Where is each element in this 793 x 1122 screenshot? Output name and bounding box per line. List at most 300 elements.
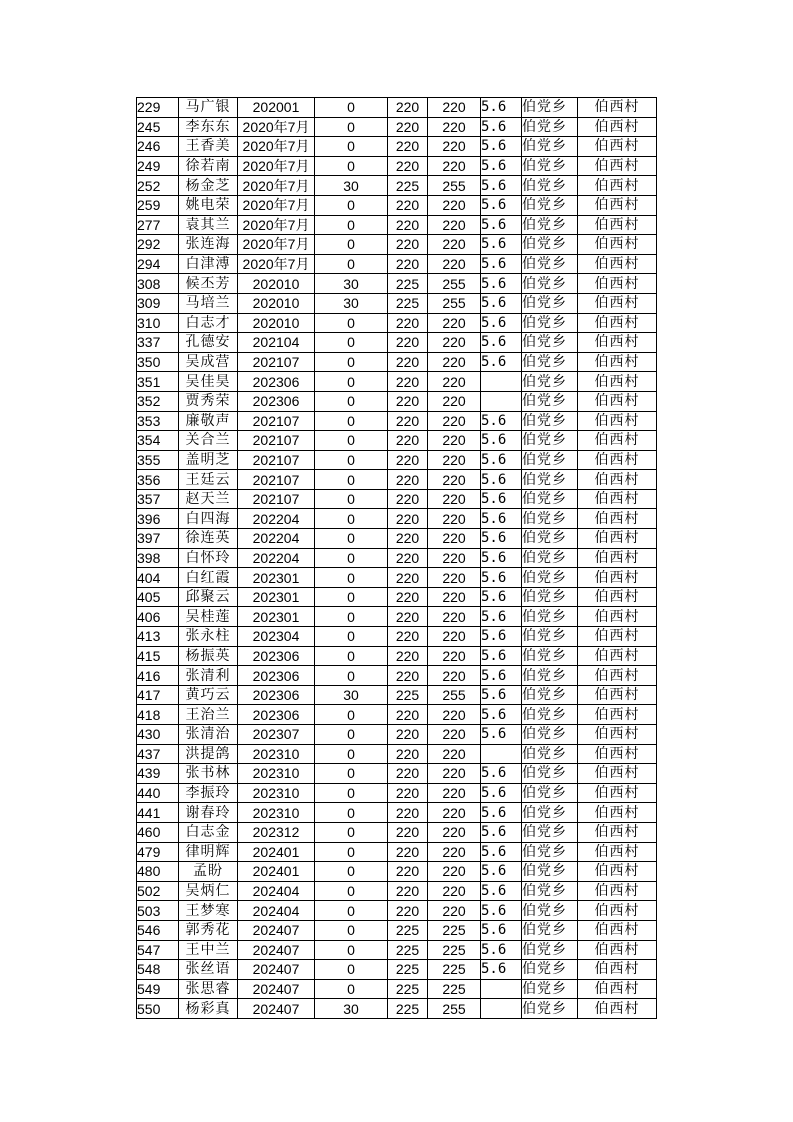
rate-value-cell: 5.6 [481,293,522,313]
rate-value-cell: 5.6 [481,607,522,627]
rate-value-cell: 5.6 [481,333,522,353]
rate-value-cell: 5.6 [481,940,522,960]
rate-value-cell: 5.6 [481,705,522,725]
person-name-cell: 白志金 [179,822,238,842]
table-row [137,98,657,118]
record-number-cell: 546 [137,920,179,940]
township-name-cell: 伯党乡 [522,607,578,627]
base-amount-cell: 220 [388,431,428,451]
village-name-cell: 伯西村 [578,842,657,862]
village-name-cell: 伯西村 [578,548,657,568]
record-number-cell: 417 [137,685,179,705]
record-number-cell: 294 [137,254,179,274]
start-date-cell: 202107 [238,489,315,509]
start-date-cell: 202407 [238,940,315,960]
total-amount-cell: 220 [428,215,481,235]
total-amount-cell: 220 [428,705,481,725]
person-name-cell: 吴佳昊 [179,372,238,392]
township-name-cell: 伯党乡 [522,960,578,980]
village-name-cell: 伯西村 [578,627,657,647]
village-name-cell: 伯西村 [578,489,657,509]
township-name-cell: 伯党乡 [522,529,578,549]
rate-value-cell: 5.6 [481,411,522,431]
township-name-cell: 伯党乡 [522,568,578,588]
table-row [137,509,657,529]
table-row [137,293,657,313]
subsidy-amount-cell: 0 [315,783,388,803]
village-name-cell: 伯西村 [578,705,657,725]
subsidy-amount-cell: 30 [315,293,388,313]
base-amount-cell: 220 [388,764,428,784]
person-name-cell: 张书林 [179,764,238,784]
base-amount-cell: 220 [388,391,428,411]
village-name-cell: 伯西村 [578,666,657,686]
record-number-cell: 245 [137,117,179,137]
total-amount-cell: 220 [428,862,481,882]
table-row [137,137,657,157]
subsidy-amount-cell: 0 [315,940,388,960]
person-name-cell: 徐若南 [179,156,238,176]
table-row [137,254,657,274]
start-date-cell: 202010 [238,274,315,294]
record-number-cell: 460 [137,822,179,842]
rate-value-cell: 5.6 [481,274,522,294]
rate-value-cell [481,979,522,999]
rate-value-cell: 5.6 [481,470,522,490]
person-name-cell: 邱聚云 [179,587,238,607]
start-date-cell: 202010 [238,293,315,313]
table-row [137,176,657,196]
township-name-cell: 伯党乡 [522,783,578,803]
base-amount-cell: 220 [388,156,428,176]
village-name-cell: 伯西村 [578,254,657,274]
base-amount-cell: 220 [388,901,428,921]
person-name-cell: 黄巧云 [179,685,238,705]
total-amount-cell: 220 [428,313,481,333]
township-name-cell: 伯党乡 [522,372,578,392]
subsidy-amount-cell: 0 [315,98,388,118]
base-amount-cell: 220 [388,607,428,627]
table-row [137,705,657,725]
person-name-cell: 马培兰 [179,293,238,313]
start-date-cell: 202304 [238,627,315,647]
village-name-cell: 伯西村 [578,450,657,470]
base-amount-cell: 220 [388,254,428,274]
rate-value-cell: 5.6 [481,313,522,333]
record-number-cell: 357 [137,489,179,509]
township-name-cell: 伯党乡 [522,117,578,137]
record-number-cell: 249 [137,156,179,176]
village-name-cell: 伯西村 [578,470,657,490]
table-row [137,842,657,862]
village-name-cell: 伯西村 [578,156,657,176]
rate-value-cell: 5.6 [481,881,522,901]
rate-value-cell: 5.6 [481,117,522,137]
table-row [137,960,657,980]
record-number-cell: 308 [137,274,179,294]
rate-value-cell: 5.6 [481,156,522,176]
person-name-cell: 王中兰 [179,940,238,960]
base-amount-cell: 220 [388,783,428,803]
person-name-cell: 马广银 [179,98,238,118]
total-amount-cell: 255 [428,999,481,1019]
village-name-cell: 伯西村 [578,999,657,1019]
record-number-cell: 398 [137,548,179,568]
record-number-cell: 479 [137,842,179,862]
base-amount-cell: 225 [388,293,428,313]
person-name-cell: 杨振英 [179,646,238,666]
subsidy-amount-cell: 0 [315,901,388,921]
person-name-cell: 张清治 [179,725,238,745]
township-name-cell: 伯党乡 [522,842,578,862]
subsidy-amount-cell: 0 [315,215,388,235]
subsidy-amount-cell: 0 [315,489,388,509]
base-amount-cell: 220 [388,313,428,333]
rate-value-cell: 5.6 [481,862,522,882]
total-amount-cell: 220 [428,137,481,157]
start-date-cell: 202306 [238,666,315,686]
start-date-cell: 202107 [238,352,315,372]
rate-value-cell [481,372,522,392]
rate-value-cell: 5.6 [481,803,522,823]
start-date-cell: 202407 [238,960,315,980]
township-name-cell: 伯党乡 [522,333,578,353]
rate-value-cell: 5.6 [481,352,522,372]
township-name-cell: 伯党乡 [522,999,578,1019]
table-row [137,999,657,1019]
base-amount-cell: 225 [388,685,428,705]
start-date-cell: 2020年7月 [238,195,315,215]
base-amount-cell: 220 [388,822,428,842]
rate-value-cell: 5.6 [481,822,522,842]
table-row [137,450,657,470]
base-amount-cell: 220 [388,568,428,588]
record-number-cell: 337 [137,333,179,353]
record-number-cell: 418 [137,705,179,725]
person-name-cell: 白四海 [179,509,238,529]
rate-value-cell: 5.6 [481,783,522,803]
subsidy-amount-cell: 0 [315,411,388,431]
base-amount-cell: 220 [388,195,428,215]
table-row [137,274,657,294]
record-number-cell: 229 [137,98,179,118]
data-table [136,97,657,1019]
start-date-cell: 202306 [238,705,315,725]
start-date-cell: 202306 [238,646,315,666]
base-amount-cell: 220 [388,744,428,764]
start-date-cell: 202310 [238,764,315,784]
total-amount-cell: 220 [428,372,481,392]
person-name-cell: 王梦寒 [179,901,238,921]
person-name-cell: 洪提鸽 [179,744,238,764]
township-name-cell: 伯党乡 [522,352,578,372]
township-name-cell: 伯党乡 [522,587,578,607]
base-amount-cell: 220 [388,509,428,529]
village-name-cell: 伯西村 [578,803,657,823]
person-name-cell: 白志才 [179,313,238,333]
table-row [137,372,657,392]
village-name-cell: 伯西村 [578,352,657,372]
table-row [137,607,657,627]
person-name-cell: 盖明芝 [179,450,238,470]
subsidy-amount-cell: 0 [315,509,388,529]
base-amount-cell: 225 [388,999,428,1019]
township-name-cell: 伯党乡 [522,940,578,960]
rate-value-cell: 5.6 [481,137,522,157]
rate-value-cell: 5.6 [481,215,522,235]
person-name-cell: 王治兰 [179,705,238,725]
base-amount-cell: 220 [388,470,428,490]
subsidy-amount-cell: 0 [315,822,388,842]
township-name-cell: 伯党乡 [522,391,578,411]
village-name-cell: 伯西村 [578,744,657,764]
record-number-cell: 439 [137,764,179,784]
rate-value-cell [481,391,522,411]
subsidy-amount-cell: 0 [315,137,388,157]
start-date-cell: 202310 [238,744,315,764]
rate-value-cell: 5.6 [481,529,522,549]
village-name-cell: 伯西村 [578,568,657,588]
person-name-cell: 孔德安 [179,333,238,353]
subsidy-amount-cell: 0 [315,764,388,784]
subsidy-amount-cell: 0 [315,391,388,411]
subsidy-amount-cell: 0 [315,803,388,823]
base-amount-cell: 220 [388,529,428,549]
record-number-cell: 503 [137,901,179,921]
start-date-cell: 202407 [238,920,315,940]
base-amount-cell: 220 [388,803,428,823]
subsidy-amount-cell: 0 [315,744,388,764]
record-number-cell: 440 [137,783,179,803]
total-amount-cell: 225 [428,979,481,999]
person-name-cell: 姚电荣 [179,195,238,215]
start-date-cell: 2020年7月 [238,137,315,157]
record-number-cell: 550 [137,999,179,1019]
table-row [137,195,657,215]
township-name-cell: 伯党乡 [522,764,578,784]
record-number-cell: 406 [137,607,179,627]
base-amount-cell: 220 [388,450,428,470]
start-date-cell: 202107 [238,470,315,490]
total-amount-cell: 220 [428,235,481,255]
total-amount-cell: 220 [428,607,481,627]
village-name-cell: 伯西村 [578,920,657,940]
base-amount-cell: 225 [388,176,428,196]
base-amount-cell: 225 [388,920,428,940]
person-name-cell: 廉敬声 [179,411,238,431]
subsidy-amount-cell: 0 [315,254,388,274]
person-name-cell: 候丕芳 [179,274,238,294]
record-number-cell: 404 [137,568,179,588]
rate-value-cell: 5.6 [481,98,522,118]
total-amount-cell: 220 [428,98,481,118]
person-name-cell: 张丝语 [179,960,238,980]
table-row [137,881,657,901]
person-name-cell: 律明辉 [179,842,238,862]
total-amount-cell: 220 [428,156,481,176]
subsidy-amount-cell: 0 [315,313,388,333]
base-amount-cell: 225 [388,979,428,999]
record-number-cell: 356 [137,470,179,490]
record-number-cell: 415 [137,646,179,666]
start-date-cell: 2020年7月 [238,156,315,176]
base-amount-cell: 220 [388,137,428,157]
rate-value-cell: 5.6 [481,725,522,745]
base-amount-cell: 220 [388,489,428,509]
start-date-cell: 202107 [238,411,315,431]
total-amount-cell: 255 [428,293,481,313]
village-name-cell: 伯西村 [578,235,657,255]
township-name-cell: 伯党乡 [522,470,578,490]
table-row [137,352,657,372]
table-row [137,156,657,176]
person-name-cell: 谢春玲 [179,803,238,823]
township-name-cell: 伯党乡 [522,803,578,823]
table-row [137,215,657,235]
township-name-cell: 伯党乡 [522,293,578,313]
township-name-cell: 伯党乡 [522,274,578,294]
base-amount-cell: 225 [388,960,428,980]
subsidy-amount-cell: 0 [315,881,388,901]
subsidy-amount-cell: 30 [315,274,388,294]
total-amount-cell: 220 [428,548,481,568]
village-name-cell: 伯西村 [578,822,657,842]
table-row [137,901,657,921]
person-name-cell: 吴炳仁 [179,881,238,901]
subsidy-amount-cell: 0 [315,705,388,725]
total-amount-cell: 255 [428,685,481,705]
rate-value-cell: 5.6 [481,587,522,607]
total-amount-cell: 220 [428,568,481,588]
start-date-cell: 202404 [238,881,315,901]
start-date-cell: 202301 [238,607,315,627]
subsidy-amount-cell: 0 [315,529,388,549]
village-name-cell: 伯西村 [578,685,657,705]
total-amount-cell: 220 [428,901,481,921]
record-number-cell: 441 [137,803,179,823]
record-number-cell: 548 [137,960,179,980]
rate-value-cell [481,999,522,1019]
township-name-cell: 伯党乡 [522,744,578,764]
start-date-cell: 202306 [238,372,315,392]
township-name-cell: 伯党乡 [522,450,578,470]
subsidy-amount-cell: 0 [315,979,388,999]
start-date-cell: 202407 [238,979,315,999]
person-name-cell: 贾秀荣 [179,391,238,411]
record-number-cell: 351 [137,372,179,392]
township-name-cell: 伯党乡 [522,920,578,940]
table-row [137,235,657,255]
record-number-cell: 396 [137,509,179,529]
start-date-cell: 202401 [238,842,315,862]
rate-value-cell: 5.6 [481,195,522,215]
village-name-cell: 伯西村 [578,137,657,157]
person-name-cell: 杨彩真 [179,999,238,1019]
subsidy-amount-cell: 0 [315,235,388,255]
total-amount-cell: 220 [428,529,481,549]
table-row [137,117,657,137]
table-row [137,725,657,745]
subsidy-amount-cell: 0 [315,450,388,470]
person-name-cell: 吴桂莲 [179,607,238,627]
total-amount-cell: 220 [428,254,481,274]
township-name-cell: 伯党乡 [522,313,578,333]
subsidy-amount-cell: 0 [315,372,388,392]
table-row [137,764,657,784]
base-amount-cell: 220 [388,842,428,862]
person-name-cell: 王廷云 [179,470,238,490]
subsidy-amount-cell: 30 [315,685,388,705]
village-name-cell: 伯西村 [578,881,657,901]
total-amount-cell: 220 [428,646,481,666]
township-name-cell: 伯党乡 [522,646,578,666]
township-name-cell: 伯党乡 [522,627,578,647]
total-amount-cell: 220 [428,195,481,215]
table-row [137,431,657,451]
person-name-cell: 白津溥 [179,254,238,274]
start-date-cell: 202307 [238,725,315,745]
base-amount-cell: 220 [388,646,428,666]
village-name-cell: 伯西村 [578,901,657,921]
record-number-cell: 353 [137,411,179,431]
village-name-cell: 伯西村 [578,862,657,882]
start-date-cell: 202301 [238,587,315,607]
subsidy-amount-cell: 0 [315,195,388,215]
table-row [137,920,657,940]
township-name-cell: 伯党乡 [522,98,578,118]
subsidy-amount-cell: 0 [315,470,388,490]
record-number-cell: 350 [137,352,179,372]
village-name-cell: 伯西村 [578,372,657,392]
village-name-cell: 伯西村 [578,195,657,215]
village-name-cell: 伯西村 [578,215,657,235]
township-name-cell: 伯党乡 [522,215,578,235]
total-amount-cell: 225 [428,960,481,980]
person-name-cell: 李东东 [179,117,238,137]
village-name-cell: 伯西村 [578,940,657,960]
total-amount-cell: 220 [428,822,481,842]
total-amount-cell: 220 [428,764,481,784]
start-date-cell: 2020年7月 [238,176,315,196]
record-number-cell: 416 [137,666,179,686]
record-number-cell: 413 [137,627,179,647]
base-amount-cell: 220 [388,627,428,647]
township-name-cell: 伯党乡 [522,137,578,157]
rate-value-cell: 5.6 [481,960,522,980]
subsidy-amount-cell: 0 [315,842,388,862]
base-amount-cell: 220 [388,411,428,431]
record-number-cell: 355 [137,450,179,470]
subsidy-amount-cell: 0 [315,960,388,980]
table-row [137,548,657,568]
total-amount-cell: 255 [428,274,481,294]
subsidy-amount-cell: 0 [315,156,388,176]
subsidy-amount-cell: 0 [315,666,388,686]
subsidy-amount-cell: 0 [315,627,388,647]
base-amount-cell: 220 [388,666,428,686]
person-name-cell: 李振玲 [179,783,238,803]
township-name-cell: 伯党乡 [522,548,578,568]
rate-value-cell: 5.6 [481,646,522,666]
person-name-cell: 白怀玲 [179,548,238,568]
person-name-cell: 张清利 [179,666,238,686]
township-name-cell: 伯党乡 [522,979,578,999]
subsidy-amount-cell: 0 [315,333,388,353]
village-name-cell: 伯西村 [578,783,657,803]
base-amount-cell: 220 [388,98,428,118]
total-amount-cell: 225 [428,920,481,940]
total-amount-cell: 255 [428,176,481,196]
